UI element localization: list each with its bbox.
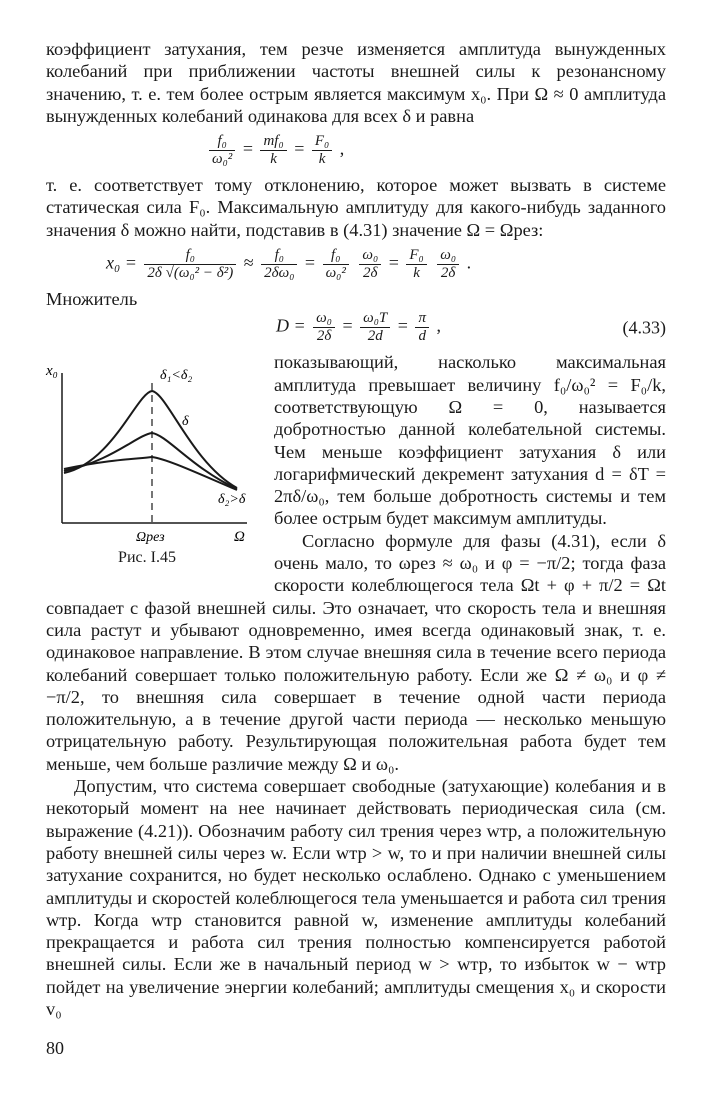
page-number: 80 (46, 1038, 64, 1058)
formula-static-amplitude: $\frac{\text{f₀}}{\text{ω₀²}}$ = $\frac{\text{mf₀}}{k}$ = $\frac{\text{F₀}}{k}$ , (206, 133, 666, 168)
fraction: $\frac{\text{mf₀}}{k}$ (260, 133, 286, 168)
fraction: $\frac{\text{f₀}}{\text{2δω₀}}$ (261, 247, 297, 282)
fraction: $\frac{\text{f₀}}{\text{2δ √(ω₀² − δ²)}}$ (144, 247, 236, 282)
figure-and-text (46, 351, 666, 775)
resonance-figure (42, 353, 262, 581)
fraction: $\frac{\text{ω₀}}{2\delta}$ (313, 310, 335, 345)
fraction: $\frac{\text{ω₀}}{2\delta}$ (437, 247, 459, 282)
page-body (46, 38, 666, 1020)
multiplier-label: Множитель (46, 289, 138, 310)
figure-caption: Рис. I.45 (118, 549, 176, 567)
curve-bottom-label: δ₂>δ (218, 492, 246, 508)
fraction: $\frac{\text{ω₀T}}{2d}$ (360, 310, 390, 345)
resonance-label: Ωрез (136, 530, 165, 546)
paragraph-4: показывающий, насколько максимальная амплитуда превышает величину f₀/ω₀² = F₀/k, соответствующую Ω = 0, называется добротностью данной колебательной системы. Чем меньше коэффициент затухания δ или логарифмический декремент затухания d = δT = 2πδ/ω₀, тем больше добротность системы и тем более острым будет максимум амплитуды. (274, 352, 666, 529)
fraction: $\frac{\pi}{d}$ (415, 310, 429, 345)
formula-quality-factor: D = $\frac{\text{ω₀}}{2\delta}$ = $\frac{\text{ω₀T}}{2d}$ = $\frac{\pi}{d}$ , (4.33) (276, 310, 666, 345)
fraction: $\frac{\text{f₀}}{\text{ω₀²}}$ (323, 247, 349, 282)
x-axis-label: Ω (234, 529, 245, 546)
y-axis-label: x₀ (46, 363, 58, 380)
fraction: $\frac{\text{F₀}}{k}$ (406, 247, 426, 282)
paragraph-6: Допустим, что система совершает свободные (затухающие) колебания и в некоторый момент на нее начинает действовать периодическая сила (см. выражение (4.21)). Обозначим работу сил трения через wтр, а положительную работу внешней силы через w. Если wтр > w, то и при наличии внешней силы затухание сохранится, но будет несколько ослаблено. Однако с уменьшением амплитуды и скоростей колеблющегося тела уменьшается и работа сил трения wтр. Когда wтр становится равной w, изменение амплитуды колебаний прекращается и работа сил трения полностью компенсируется работой внешней силы. Если же в начальный период w > wтр, то избыток w − wтр пойдет на увеличение энергии колебаний; амплитуды смещения x₀ и скорости v₀ (46, 776, 666, 1019)
fraction: $\frac{\text{F₀}}{k}$ (312, 133, 332, 168)
resonance-curves-svg (42, 353, 262, 553)
curve-mid-label: δ (182, 414, 189, 430)
paragraph-1: коэффициент затухания, тем резче изменяется амплитуда вынужденных колебаний при приближении частоты внешней силы к резонансному значению, т. е. тем более острым является максимум x₀. При Ω ≈ 0 амплитуда вынужденных колебаний одинакова для всех δ и равна (46, 39, 666, 126)
equation-number: (4.33) (622, 317, 666, 338)
paragraph-2: т. е. соответствует тому отклонению, которое может вызвать в системе статическая сила F₀. Максимальную амплитуду для какого-нибудь заданного значения δ можно найти, подставив в (4.31) значение Ω = Ωрез: (46, 175, 666, 240)
fraction: $\frac{\text{f₀}}{\text{ω₀²}}$ (209, 133, 235, 168)
fraction: $\frac{\text{ω₀}}{2\delta}$ (359, 247, 381, 282)
formula-max-amplitude: x₀ = $\frac{\text{f₀}}{\text{2δ √(ω₀² − δ²)}}$ ≈ $\frac{\text{f₀}}{\text{2δω₀}}$ = $\frac{\text{f₀}}{\text{ω₀²}}$ $\frac{\text{ω₀}}{2\delta}$ = $\frac{\text{F₀}}{k}$ $\frac{\text{ω₀}}{2\delta}$ . (106, 247, 472, 282)
curve-top-label: δ₁<δ₂ (160, 368, 193, 384)
paragraph-5: Согласно формуле для фазы (4.31), если δ очень мало, то ωрез ≈ ω₀ и φ = −π/2; тогда фаза скорости колеблющегося тела Ωt + φ + π/2 = Ωt совпадает с фазой внешней силы. Это означает, что скорость тела и внешняя сила растут и убывают одновременно, имея всегда одинаковый знак, т. е. одинаковое направление. В этом случае внешняя сила в течение всего периода колебаний совершает только положительную работу. Если же Ω ≠ ω₀ и φ ≠ −π/2, то внешняя сила совершает в течение одной части периода положительную, а в течение другой части периода — несколько меньшую отрицательную работу. Результирующая положительная работа будет тем меньше, чем больше различие между Ω и ω₀. (46, 530, 666, 774)
